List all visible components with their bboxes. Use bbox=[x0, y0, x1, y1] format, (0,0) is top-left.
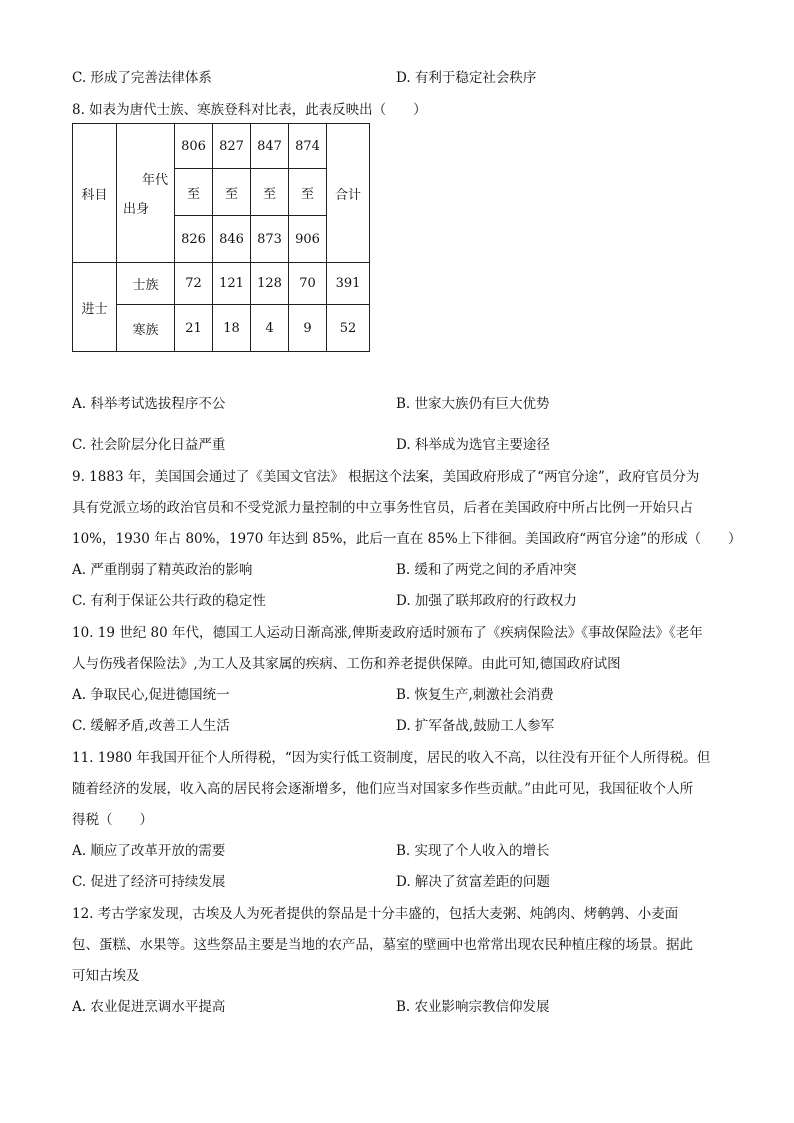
header-year-origin bbox=[117, 124, 175, 263]
q12-stem-line-3: 可知古埃及 bbox=[72, 968, 140, 984]
q8-option-b: B. 世家大族仍有巨大优势 bbox=[396, 396, 550, 412]
subject-jinshi: 进士 bbox=[73, 263, 117, 352]
q12-stem-line-2: 包、蛋糕、水果等。这些祭品主要是当地的农产品，墓室的壁画中也常常出现农民种植庄稼的场景。据此 bbox=[72, 937, 693, 953]
period-3-start: 847 bbox=[251, 124, 289, 169]
total-shizu: 391 bbox=[327, 263, 370, 305]
q7-option-c: C. 形成了完善法律体系 bbox=[72, 70, 212, 86]
q12-option-b: B. 农业影响宗教信仰发展 bbox=[396, 999, 550, 1015]
q11-option-a: A. 顺应了改革开放的需要 bbox=[72, 843, 226, 859]
q8-stem: 8. 如表为唐代士族、寒族登科对比表，此表反映出（ ） bbox=[72, 102, 427, 118]
q9-option-d: D. 加强了联邦政府的行政权力 bbox=[396, 593, 577, 609]
period-2-to: 至 bbox=[213, 169, 251, 216]
q11-stem-line-3: 得税（ ） bbox=[72, 812, 153, 828]
q8-option-d: D. 科举成为选官主要途径 bbox=[396, 437, 550, 453]
q10-option-a: A. 争取民心,促进德国统一 bbox=[72, 687, 230, 703]
q8-option-c: C. 社会阶层分化日益严重 bbox=[72, 437, 226, 453]
q11-option-c: C. 促进了经济可持续发展 bbox=[72, 874, 226, 890]
period-1-to: 至 bbox=[175, 169, 213, 216]
origin-shizu: 士族 bbox=[117, 263, 175, 305]
period-3-to: 至 bbox=[251, 169, 289, 216]
q10-option-d: D. 扩军备战,鼓励工人参军 bbox=[396, 718, 555, 734]
q10-stem-line-1: 10. 19 世纪 80 年代，德国工人运动日渐高涨,俾斯麦政府适时颁布了《疾病保险法》《事故保险法》《老年 bbox=[72, 625, 703, 641]
q9-option-b: B. 缓和了两党之间的矛盾冲突 bbox=[396, 562, 577, 578]
period-2-start: 827 bbox=[213, 124, 251, 169]
q12-option-a: A. 农业促进烹调水平提高 bbox=[72, 999, 226, 1015]
period-4-to: 至 bbox=[289, 169, 327, 216]
period-2-end: 846 bbox=[213, 216, 251, 263]
q8-option-a: A. 科举考试选拔程序不公 bbox=[72, 396, 226, 412]
q10-option-b: B. 恢复生产,刺激社会消费 bbox=[396, 687, 554, 703]
q9-stem-line-3: 10%，1930 年占 80%，1970 年达到 85%，此后一直在 85%上下徘徊。美国政府“两官分途”的形成（ ） bbox=[72, 531, 742, 547]
q11-stem-line-1: 11. 1980 年我国开征个人所得税，“因为实行低工资制度，居民的收入不高，以往没有开征个人所得税。但 bbox=[72, 750, 711, 766]
total-hanzu: 52 bbox=[327, 305, 370, 352]
period-4-start: 874 bbox=[289, 124, 327, 169]
table-cell: 70 bbox=[289, 263, 327, 305]
header-subject: 科目 bbox=[73, 124, 117, 263]
q9-option-c: C. 有利于保证公共行政的稳定性 bbox=[72, 593, 266, 609]
q9-stem-line-2: 具有党派立场的政治官员和不受党派力量控制的中立事务性官员，后者在美国政府中所占比例一开始只占 bbox=[72, 500, 693, 516]
table-cell: 4 bbox=[251, 305, 289, 352]
table-cell: 9 bbox=[289, 305, 327, 352]
table-cell: 72 bbox=[175, 263, 213, 305]
period-1-start: 806 bbox=[175, 124, 213, 169]
q9-option-a: A. 严重削弱了精英政治的影响 bbox=[72, 562, 253, 578]
header-year: 年代 bbox=[141, 173, 168, 188]
period-4-end: 906 bbox=[289, 216, 327, 263]
header-total: 合计 bbox=[327, 124, 370, 263]
q11-option-b: B. 实现了个人收入的增长 bbox=[396, 843, 550, 859]
tang-exam-table bbox=[72, 123, 370, 352]
origin-hanzu: 寒族 bbox=[117, 305, 175, 352]
table-cell: 18 bbox=[213, 305, 251, 352]
table-cell: 128 bbox=[251, 263, 289, 305]
table-cell: 21 bbox=[175, 305, 213, 352]
q10-stem-line-2: 人与伤残者保险法》,为工人及其家属的疾病、工伤和养老提供保障。由此可知,德国政府试图 bbox=[72, 656, 621, 672]
table-cell: 121 bbox=[213, 263, 251, 305]
q11-stem-line-2: 随着经济的发展，收入高的居民将会逐渐增多，他们应当对国家多作些贡献。”由此可见，我国征收个人所 bbox=[72, 781, 694, 797]
q10-option-c: C. 缓解矛盾,改善工人生活 bbox=[72, 718, 230, 734]
period-1-end: 826 bbox=[175, 216, 213, 263]
q11-option-d: D. 解决了贫富差距的问题 bbox=[396, 874, 550, 890]
q7-option-d: D. 有利于稳定社会秩序 bbox=[396, 70, 537, 86]
period-3-end: 873 bbox=[251, 216, 289, 263]
header-origin: 出身 bbox=[123, 202, 150, 217]
q12-stem-line-1: 12. 考古学家发现，古埃及人为死者提供的祭品是十分丰盛的，包括大麦粥、炖鸽肉、烤鹌鹑、小麦面 bbox=[72, 906, 679, 922]
q9-stem-line-1: 9. 1883 年，美国国会通过了《美国文官法》 根据这个法案，美国政府形成了“两官分途”，政府官员分为 bbox=[72, 469, 700, 485]
